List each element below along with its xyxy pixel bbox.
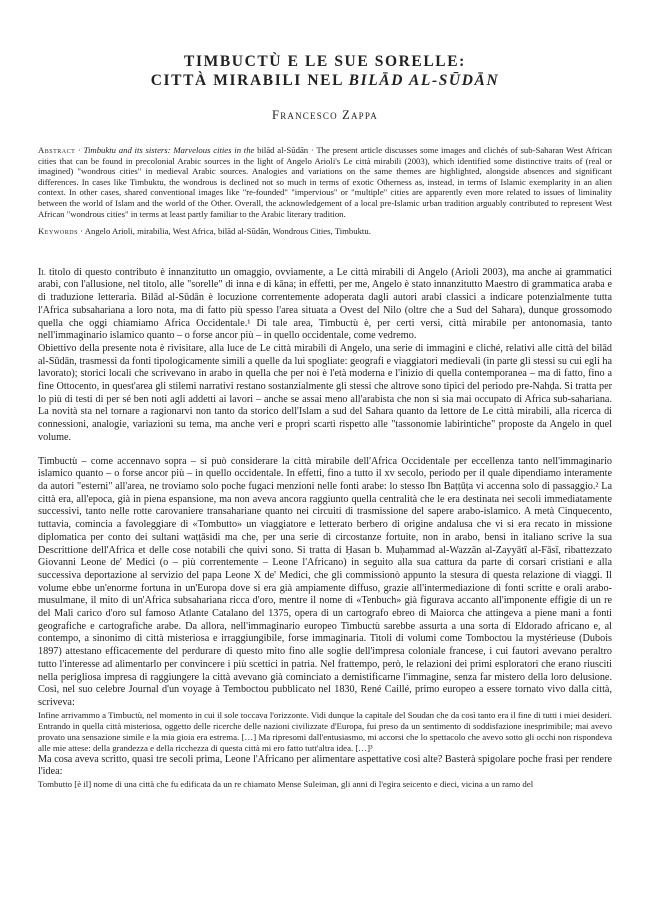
paragraph-1 (38, 267, 612, 343)
abstract-title-plain: bilād al-Sūdān (254, 145, 309, 155)
keywords-label: Keywords (38, 226, 78, 237)
title-line-1: TIMBUCTÙ E LE SUE SORELLE: (184, 53, 466, 70)
title-line-2-prefix: CITTÀ MIRABILI NEL (150, 72, 349, 89)
paragraph-4: Ma cosa aveva scritto, quasi tre secoli prima, Leone l'Africano per alimentare aspettative così alte? Basterà spigolare poche frasi per rendere l'idea: (38, 753, 612, 778)
title-line-2-italic: BILĀD AL-SŪDĀN (348, 72, 500, 89)
abstract-label: Abstract (38, 145, 76, 155)
block-quote-1: Infine arrivammo a Timbuctù, nel momento in cui il sole toccava l'orizzonte. Vidi dunque la capitale del Soudan che da così tanto era il fine di tutti i miei desideri. Entrando in quella città misteriosa, oggetto delle ricerche delle nazioni civilizzate d'Europa, fui preso da un sentimento di soddisfazione inesprimibile; mai avevo provato una sensazione simile e la mia gioia era estrema. […] Ma ripresomi dall'entusiasmo, mi accorsi che lo spettacolo che avevo sotto gli occhi non rispondeva alle mie attese: della grandezza e della ricchezza di questa città mi ero fatto tutt'altra idea. […]³ (38, 709, 612, 753)
paragraph-2: Obiettivo della presente nota è rivisitare, alla luce de Le città mirabili di Angelo, una serie di immagini e cliché, relativi alle città del bilād al-Sūdān, trasmessi da fonti tipologicamente simili a quelle da lui spogliate: geografi e viaggiatori medievali (in parte gli stessi su cui egli ha lavorato); storici locali che scrivevano in arabo in quella che per noi è l'età moderna e l'inizio di quella contemporanea – ma di fatto, fino a fine Ottocento, in quest'area gli stilemi narrativi restano sostanzialmente gli stessi che altrove sono tipici del periodo pre-Nahḍa. Si tratta per lo più di testi di per sé ben noti agli addetti ai lavori – anche se assai meno all'arabista che non si sia mai occupato di Africa sub-sahariana. La novità sta nel tornare a ragionarvi non tanto da storico dell'Islam a sud del Sahara quanto da lettore de Le città mirabili, alla ricerca di connessioni, analogie, variazioni su tema, ma anche veri e propri scarti rispetto alle "tassonomie labirintiche" proposte da Angelo in quel volume. (38, 342, 612, 443)
article-title (38, 52, 612, 90)
paragraph-1-lead: Il (38, 266, 46, 278)
author-name: Francesco Zappa (272, 108, 378, 122)
abstract-text: · The present article discusses some images and clichés of sub-Saharan West African cities that can be found in precolonial Arabic sources in the light of Angelo Arioli's Le città mirabili (2003), which identified some distinctive traits of (real or imagined) "wondrous cities" in medieval Arabic sources. Analogies and variations on the same themes are highlighted, alongside absences and significant differences. In cases like Timbuktu, the wondrous is declined not so much in terms of exotic Otherness as, instead, in terms of Islamic exemplarity in an alien context. In other cases, shared conventional images like "re-founded" "impervious" or "multiple" cities are apparently even more related to issues of liminality between the world of Islam and the world of the Other. Overall, the acknowledgement of a local pre-Islamic urban tradition arguably contributed to represent West African "wondrous cities" in terms at least partly familiar to the Arabic literary tradition. (38, 145, 612, 219)
paragraph-3: Timbuctù – come accennavo sopra – si può considerare la città mirabile dell'Africa Occidentale per eccellenza tanto nell'immaginario islamico quanto – o forse ancor più – in quello occidentale. In effetti, fino a tutto il xv secolo, periodo per il quale dipendiamo interamente da autori "esterni" all'area, ne troviamo solo poche fugaci menzioni nelle fonti arabe: lo stesso Ibn Baṭṭūṭa vi accenna solo di passaggio.² La città era, all'epoca, già in piena espansione, ma non aveva ancora raggiunto quella centralità che le era destinata nei secoli immediatamente successivi, tanto nelle rotte carovaniere transahariane quanto nei circuiti di trasmissione del sapere arabo-islamico. A metà Cinquecento, tuttavia, comincia a favoleggiare di «Tombutto» un viaggiatore e letterato berbero di origine andalusa che vi si era recato in missione diplomatica per conto dei sultani waṭṭāsidi ma che, per una serie di circostanze fortuite, non in arabo, bensì in italiano scrive la sua Descrittione dell'Africa et delle cose notabili che quivi sono. Si tratta di Ḥasan b. Muḥammad al-Wazzān al-Zayyātī al-Fāsī, ribattezzato Giovanni Leone de' Medici (o – più correntemente – Leone l'Africano) in seguito alla sua cattura da parte di corsari cristiani e alla successiva deportazione al servizio del papa Leone X de' Medici, che gli commissionò appunto la stesura di questa relazione di viaggi. Il volume ebbe un'enorme fortuna in un'Europa dove si era già ampiamente diffuso, grazie all'intermediazione di fonti scritte e orali arabo-musulmane, il mito di un'Africa subsahariana ricca d'oro, mentre il nome di «Tenbuch» già figurava accanto all'imponente effigie di un re del Mali carico d'oro sul famoso Atlante Catalano del 1375, opera di un cartografo ebreo di Maiorca che attingeva a piene mani a fonti geografiche e cartografiche arabe. Da allora, nell'immaginario europeo Timbuctù sarebbe assurta a una sorta di Eldorado africano e, al contempo, a sinonimo di città misteriosa e irraggiungibile, forse immaginaria. Titoli di volumi come Tomboctou la mystérieuse (Dubois 1897) attestano efficacemente del perdurare di questo mito fino alle soglie dell'impresa coloniale francese, i cui fautori avevano peraltro tutto l'interesse ad alimentarlo per convincere i più scettici in patria. Nel frattempo, però, le relazioni dei primi esploratori che erano riusciti nella perigliosa impresa di raggiungere la città avevano già cominciato a demistificarne l'immagine, senza far mistero della loro delusione. Così, nel suo celebre Journal d'un voyage à Temboctou pubblicato nel 1830, René Caillé, primo europeo a essere tornato vivo dalla città, scriveva: (38, 455, 612, 708)
abstract-sep: · (75, 145, 84, 155)
keywords-text: · Angelo Arioli, mirabilia, West Africa, bilād al-Sūdān, Wondrous Cities, Timbuktu. (77, 226, 371, 237)
abstract (38, 145, 612, 219)
paragraph-1-text: titolo di questo contributo è innanzitutto un omaggio, ovviamente, a Le città mirabili di Angelo (Arioli 2003), ma anche ai grammatici arabi, con l'allusione, nel titolo, alle "sorelle" di inna e di kāna; in effetti, per me, Angelo è stato innanzitutto Maestro di grammatica araba e di traduzione letteraria. Bilād al-Sūdān è locuzione correntemente adoperata dagli autori arabi classici a indicare potenzialmente tutta l'Africa subsahariana a loro nota, ma di fatto più spesso l'area situata a Ovest del Nilo (oltre che a Sud del Sahara), dunque grossomodo quella che oggi chiamiamo Africa Occidentale.¹ Di tale area, Timbuctù è, per certi versi, città mirabile per antonomasia, tanto nell'immaginario islamico quanto – o forse ancor più – in quello occidentale, come vedremo. (38, 266, 612, 342)
article-body (38, 267, 612, 790)
keywords (38, 226, 612, 237)
block-quote-2: Tombutto [è il] nome di una città che fu edificata da un re chiamato Mense Suleiman, gli anni di l'egira seicento e dieci, vicina a un ramo del (38, 779, 534, 790)
abstract-title: Timbuktu and its sisters: Marvelous cities in the (83, 145, 255, 155)
